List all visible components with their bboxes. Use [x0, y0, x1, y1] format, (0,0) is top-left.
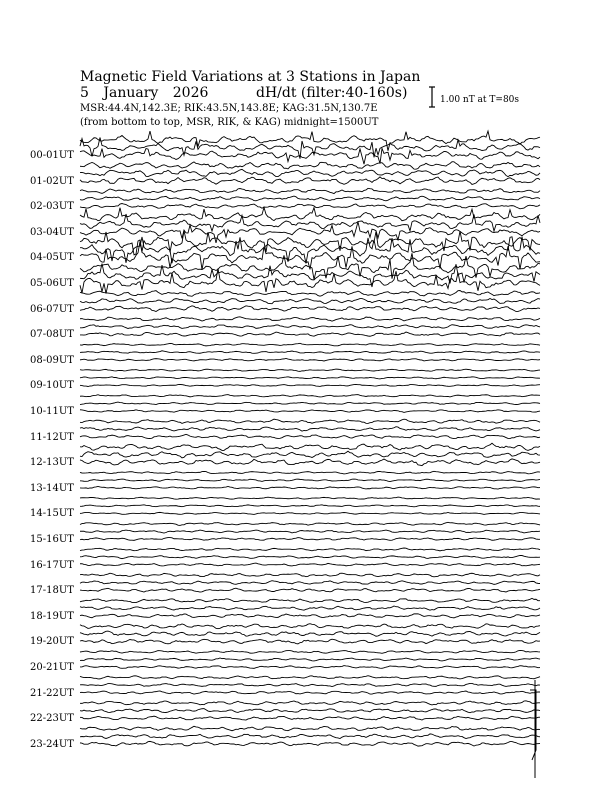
trace-16-17UT-RIK — [80, 555, 540, 558]
hour-label-19-20UT: 19-20UT — [30, 636, 74, 648]
trace-07-08UT-MSR — [80, 317, 540, 321]
trace-11-12UT-MSR — [80, 419, 540, 423]
trace-20-21UT-MSR — [80, 650, 540, 653]
trace-02-03UT-KAG — [80, 204, 540, 209]
hour-label-07-08UT: 07-08UT — [30, 329, 74, 341]
trace-00-01UT-KAG — [80, 148, 540, 164]
station-coordinates: MSR:44.4N,142.3E; RIK:43.5N,143.8E; KAG:31.5N,130.7E — [80, 103, 378, 114]
trace-21-22UT-MSR — [80, 676, 540, 679]
trace-15-16UT-KAG — [80, 538, 540, 541]
chart-filter: dH/dt (filter:40-160s) — [256, 85, 408, 101]
hour-label-18-19UT: 18-19UT — [30, 610, 74, 622]
trace-14-15UT-RIK — [80, 505, 540, 507]
trace-10-11UT-MSR — [80, 395, 540, 397]
hour-label-06-07UT: 06-07UT — [30, 303, 74, 315]
trace-17-18UT-MSR — [80, 573, 540, 577]
hour-label-14-15UT: 14-15UT — [30, 508, 74, 520]
trace-10-11UT-KAG — [80, 410, 540, 413]
trace-13-14UT-KAG — [80, 486, 540, 489]
trace-15-16UT-MSR — [80, 522, 540, 525]
hour-label-04-05UT: 04-05UT — [30, 252, 74, 264]
trace-09-10UT-MSR — [80, 369, 540, 371]
hour-label-03-04UT: 03-04UT — [30, 226, 74, 238]
trace-16-17UT-MSR — [80, 548, 540, 551]
trace-01-02UT-RIK — [80, 169, 540, 176]
trace-13-14UT-RIK — [80, 479, 540, 482]
trace-11-12UT-KAG — [80, 434, 540, 438]
trace-03-04UT-KAG — [80, 222, 540, 243]
trace-21-22UT-RIK — [80, 683, 540, 686]
trace-12-13UT-RIK — [80, 451, 540, 458]
trace-05-06UT-MSR — [80, 253, 540, 279]
trace-10-11UT-RIK — [80, 402, 540, 405]
trace-22-23UT-RIK — [80, 709, 540, 713]
trace-12-13UT-MSR — [80, 443, 540, 450]
trace-22-23UT-MSR — [80, 701, 540, 705]
trace-06-07UT-MSR — [80, 291, 540, 297]
hour-label-08-09UT: 08-09UT — [30, 354, 74, 366]
trace-23-24UT-MSR — [80, 726, 540, 730]
trace-08-09UT-KAG — [80, 358, 540, 361]
hour-label-11-12UT: 11-12UT — [30, 431, 74, 443]
hour-label-23-24UT: 23-24UT — [30, 738, 74, 750]
trace-02-03UT-MSR — [80, 188, 540, 193]
trace-08-09UT-RIK — [80, 351, 540, 354]
chart-date: 5 January 2026 — [80, 85, 209, 101]
trace-11-12UT-RIK — [80, 427, 540, 431]
hour-label-16-17UT: 16-17UT — [30, 559, 74, 571]
trace-08-09UT-MSR — [80, 343, 540, 346]
hour-label-01-02UT: 01-02UT — [30, 175, 74, 187]
trace-20-21UT-KAG — [80, 666, 540, 669]
hour-label-05-06UT: 05-06UT — [30, 278, 74, 289]
trace-17-18UT-RIK — [80, 581, 540, 585]
trace-07-08UT-KAG — [80, 332, 540, 336]
trace-20-21UT-RIK — [80, 658, 540, 661]
trace-04-05UT-RIK — [80, 237, 540, 264]
trace-18-19UT-KAG — [80, 614, 540, 618]
trace-13-14UT-MSR — [80, 471, 540, 474]
stack-order-note: (from bottom to top, MSR, RIK, & KAG) midnight=1500UT — [80, 117, 379, 128]
trace-09-10UT-RIK — [80, 377, 540, 379]
trace-02-03UT-RIK — [80, 196, 540, 201]
trace-06-07UT-KAG — [80, 306, 540, 312]
trace-01-02UT-KAG — [80, 177, 540, 185]
scale-label: 1.00 nT at T=80s — [440, 95, 520, 105]
trace-19-20UT-KAG — [80, 639, 540, 644]
trace-19-20UT-MSR — [80, 624, 540, 629]
trace-01-02UT-MSR — [80, 162, 540, 170]
trace-03-04UT-RIK — [80, 214, 540, 231]
trace-03-04UT-MSR — [80, 207, 540, 220]
trace-18-19UT-RIK — [80, 606, 540, 610]
trace-06-07UT-RIK — [80, 299, 540, 304]
trace-16-17UT-KAG — [80, 563, 540, 566]
trace-09-10UT-KAG — [80, 384, 540, 386]
trace-05-06UT-KAG — [80, 268, 540, 293]
trace-14-15UT-KAG — [80, 512, 540, 514]
trace-07-08UT-RIK — [80, 325, 540, 329]
hour-label-22-23UT: 22-23UT — [30, 713, 74, 725]
trace-22-23UT-KAG — [80, 716, 540, 720]
chart-title: Magnetic Field Variations at 3 Stations in Japan — [80, 69, 421, 85]
hour-label-12-13UT: 12-13UT — [30, 457, 74, 469]
trace-21-22UT-KAG — [80, 691, 540, 694]
trace-15-16UT-RIK — [80, 530, 540, 533]
hour-label-02-03UT: 02-03UT — [30, 201, 74, 213]
hour-label-17-18UT: 17-18UT — [30, 585, 74, 597]
trace-14-15UT-MSR — [80, 497, 540, 499]
trace-23-24UT-RIK — [80, 734, 540, 739]
hour-label-15-16UT: 15-16UT — [30, 534, 74, 545]
trace-18-19UT-MSR — [80, 598, 540, 602]
trace-12-13UT-KAG — [80, 459, 540, 466]
hour-label-13-14UT: 13-14UT — [30, 482, 74, 494]
trace-00-01UT-RIK — [80, 137, 540, 158]
hour-label-00-01UT: 00-01UT — [30, 150, 74, 161]
hour-label-09-10UT: 09-10UT — [30, 380, 74, 392]
hour-label-20-21UT: 20-21UT — [30, 662, 74, 673]
hour-label-21-22UT: 21-22UT — [30, 687, 74, 699]
trace-19-20UT-RIK — [80, 631, 540, 636]
trace-23-24UT-KAG — [80, 741, 540, 746]
trace-17-18UT-KAG — [80, 588, 540, 592]
hour-label-10-11UT: 10-11UT — [30, 406, 74, 417]
